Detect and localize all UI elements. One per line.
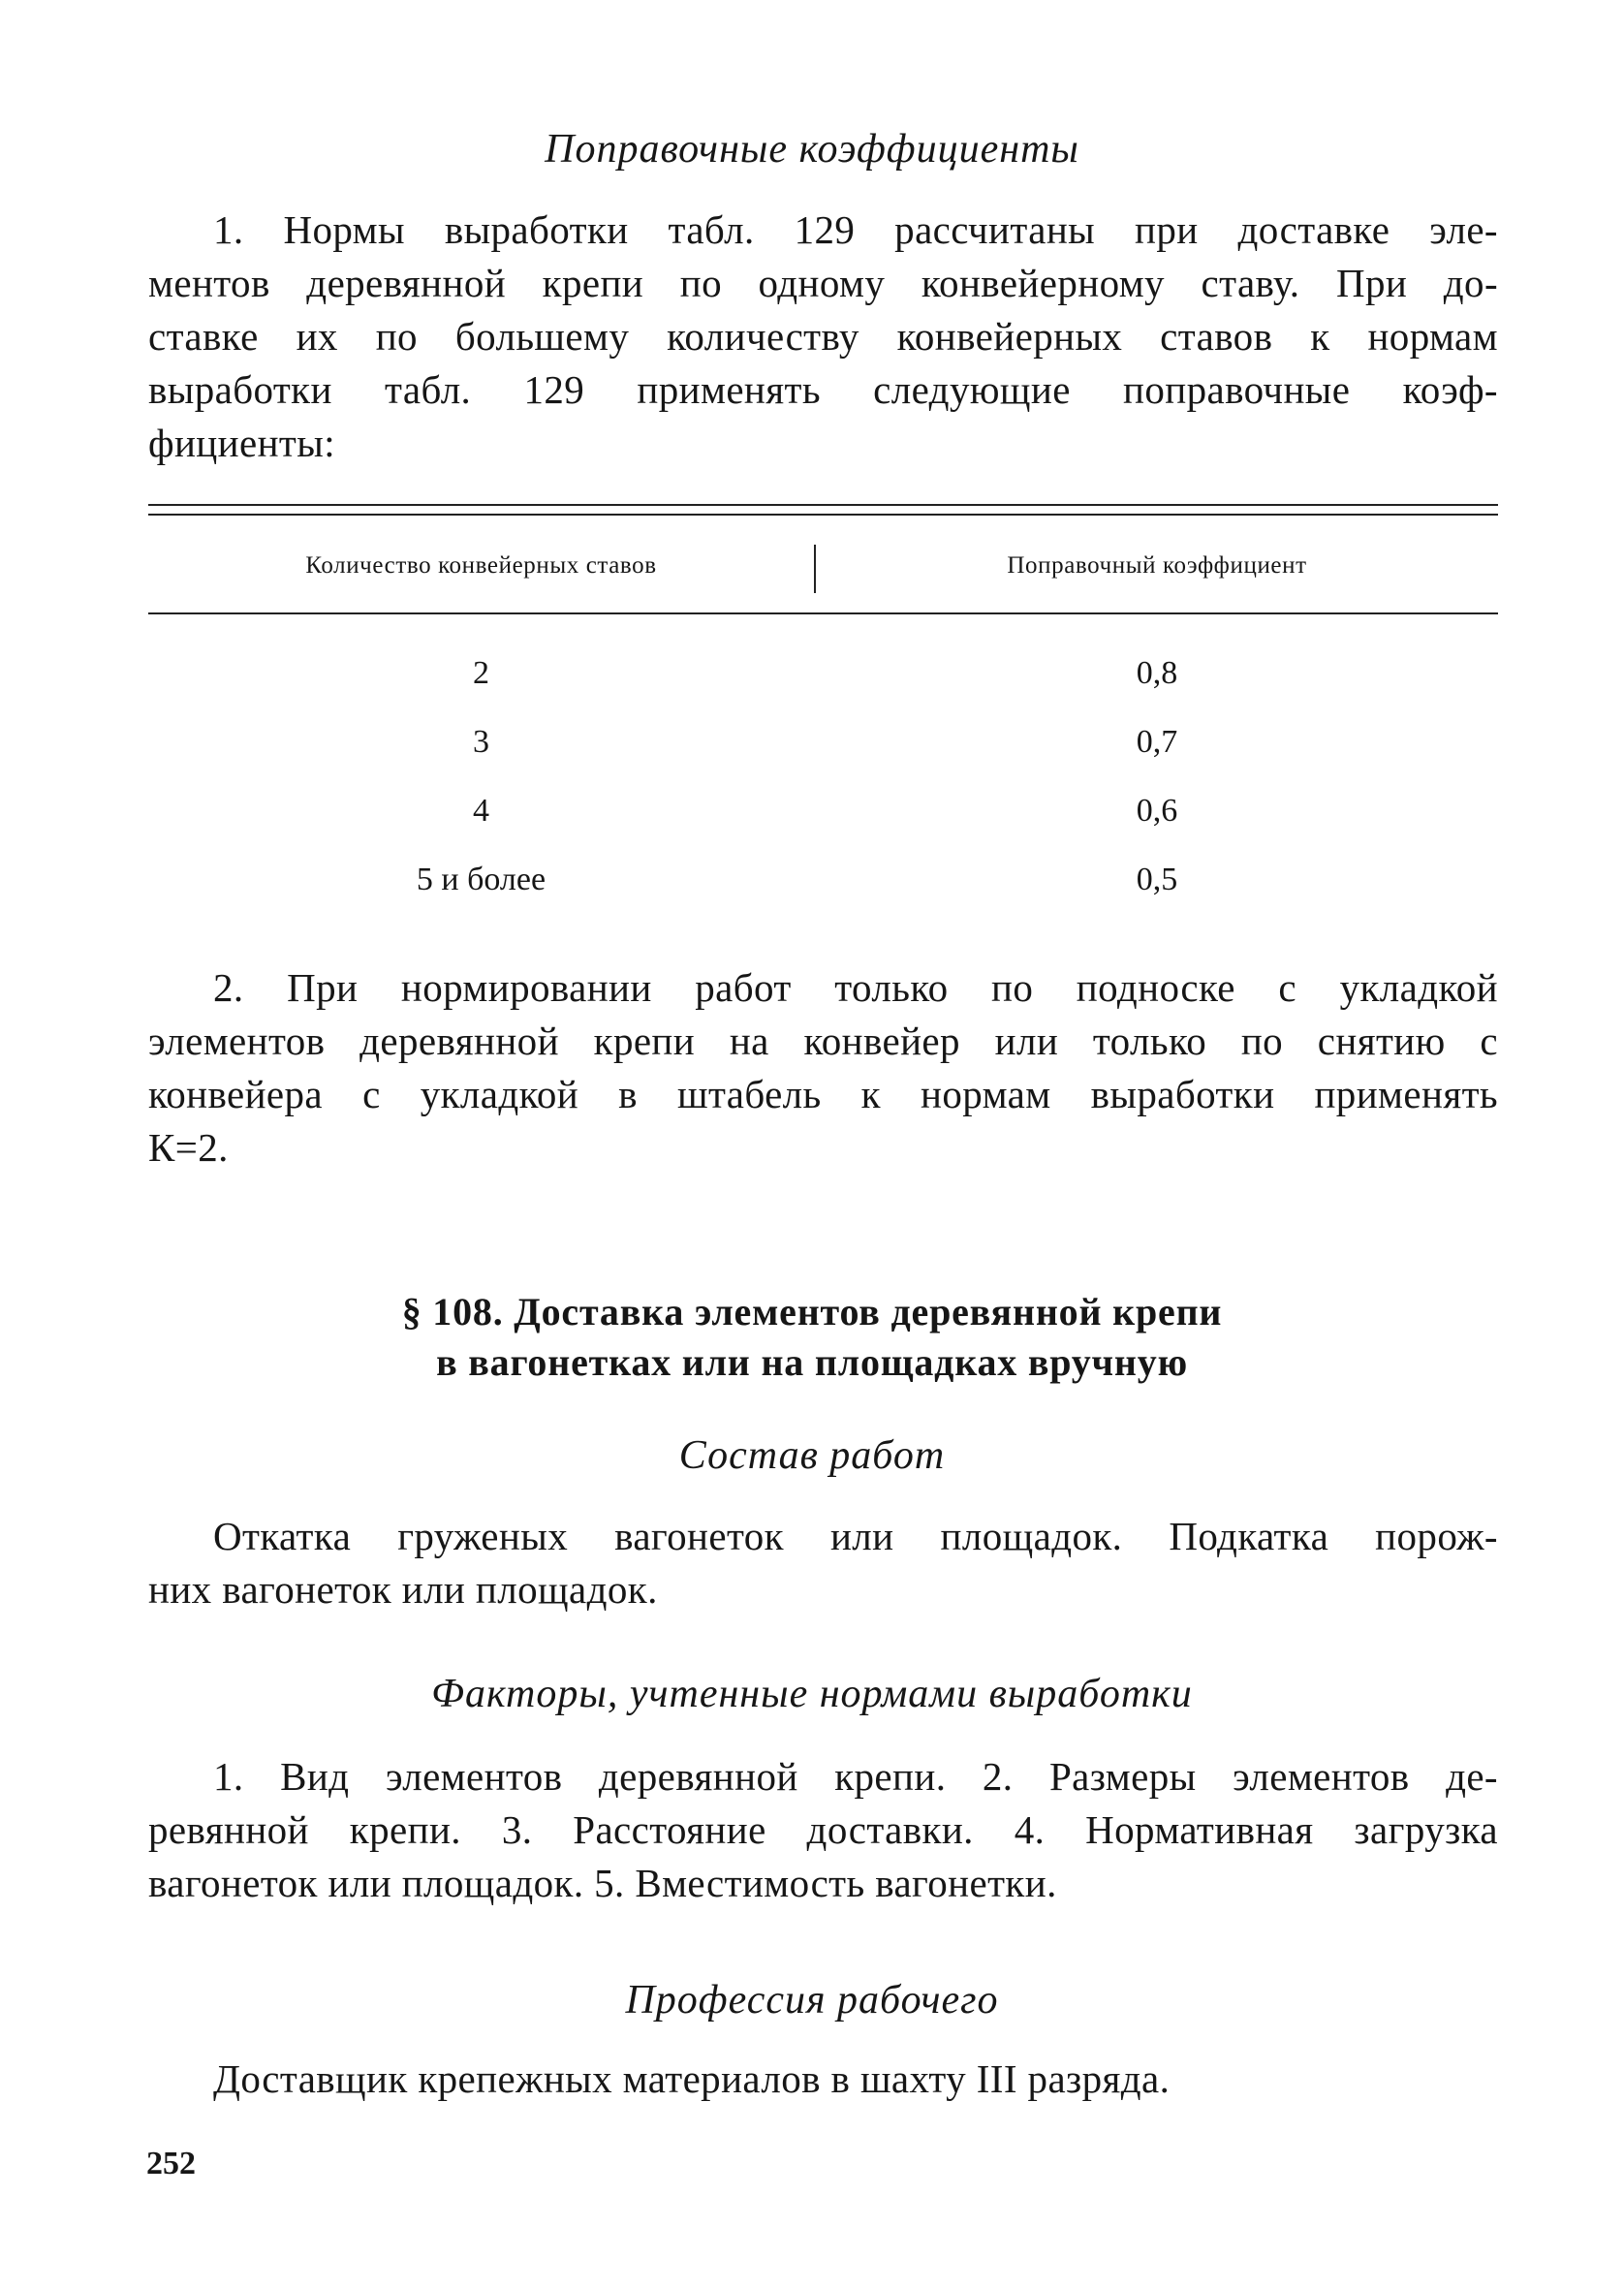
text-line: 2. При нормировании работ только по подноске с укладкой <box>213 965 1498 1010</box>
text-line: ментов деревянной крепи по одному конвейерному ставу. При до- <box>148 261 1498 305</box>
table-header-coefficient: Поправочный коэффициент <box>1007 552 1307 579</box>
work-composition-heading: Состав работ <box>678 1433 946 1478</box>
table-cell-coefficient: 0,5 <box>1136 862 1178 897</box>
corrections-paragraph-1 <box>148 204 1498 470</box>
profession-paragraph <box>148 2053 1498 2106</box>
table-top-rule <box>148 504 1498 506</box>
table-header-count: Количество конвейерных ставов <box>305 552 657 579</box>
table-header-rule <box>148 612 1498 614</box>
table-cell-coefficient: 0,8 <box>1136 655 1178 691</box>
page-number: 252 <box>146 2146 196 2181</box>
text-line: элементов деревянной крепи на конвейер или только по снятию с <box>148 1019 1498 1063</box>
table-cell-count: 3 <box>473 724 489 760</box>
table-cell-count: 4 <box>473 793 489 829</box>
table-top-rule-2 <box>148 514 1498 516</box>
table-cell-coefficient: 0,7 <box>1136 724 1178 760</box>
text-line: Откатка груженых вагонеток или площадок. Подкатка порож- <box>213 1514 1498 1558</box>
table-cell-count: 2 <box>473 655 489 691</box>
corrections-heading: Поправочные коэффициенты <box>545 127 1079 172</box>
work-composition-paragraph <box>148 1510 1498 1616</box>
profession-heading: Профессия рабочего <box>625 1978 999 2023</box>
section-title-line-2: в вагонетках или на площадках вручную <box>436 1340 1188 1384</box>
text-line: 1. Нормы выработки табл. 129 рассчитаны при доставке эле- <box>213 207 1498 252</box>
text-line: 1. Вид элементов деревянной крепи. 2. Размеры элементов де- <box>213 1754 1498 1799</box>
text-line: вагонеток или площадок. 5. Вместимость вагонетки. <box>148 1861 1057 1905</box>
text-line: фициенты: <box>148 421 335 465</box>
table-cell-coefficient: 0,6 <box>1136 793 1178 829</box>
text-line: Доставщик крепежных материалов в шахту III разряда. <box>213 2056 1171 2101</box>
section-title-line-1: § 108. Доставка элементов деревянной крепи <box>401 1290 1223 1333</box>
text-line: выработки табл. 129 применять следующие поправочные коэф- <box>148 367 1498 412</box>
factors-paragraph <box>148 1750 1498 1910</box>
text-line: конвейера с укладкой в штабель к нормам выработки применять <box>148 1072 1498 1116</box>
corrections-paragraph-2 <box>148 961 1498 1175</box>
text-line: них вагонеток или площадок. <box>148 1567 658 1612</box>
text-line: К=2. <box>148 1125 229 1170</box>
factors-heading: Факторы, учтенные нормами выработки <box>431 1672 1193 1716</box>
table-cell-count: 5 и более <box>416 862 547 897</box>
text-line: ревянной крепи. 3. Расстояние доставки. 4. Нормативная загрузка <box>148 1807 1498 1852</box>
text-line: ставке их по большему количеству конвейерных ставов к нормам <box>148 314 1498 359</box>
correction-factor-table <box>148 504 1498 906</box>
